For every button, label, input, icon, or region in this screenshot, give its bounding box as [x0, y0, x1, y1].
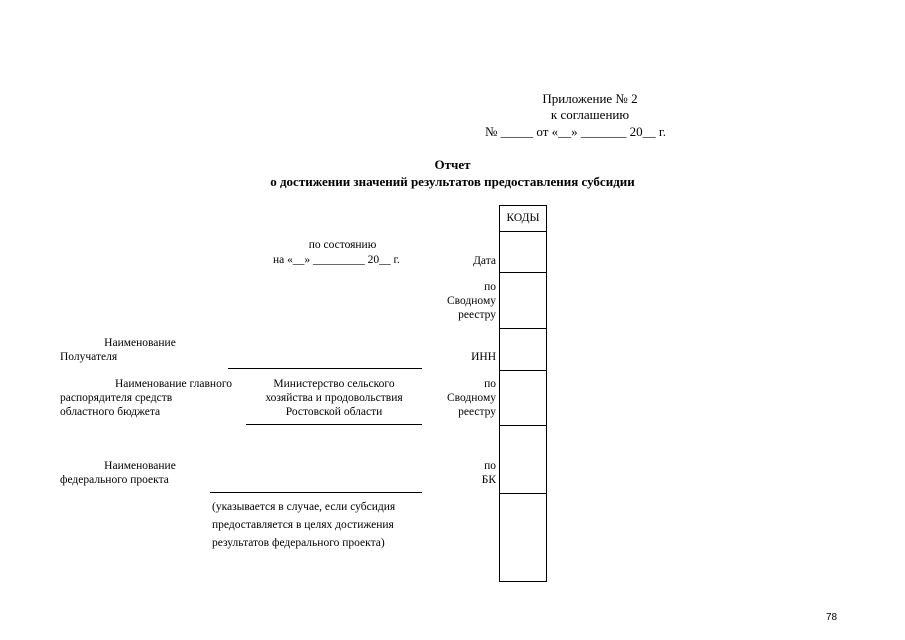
main-manager-label-line3: областного бюджета [60, 406, 161, 418]
federal-project-note-line3: результатов федерального проекта) [212, 537, 385, 549]
code-cell-empty [500, 494, 546, 581]
appendix-agreement: к соглашению [550, 107, 630, 122]
code-label-registry-2-line2: Сводному [446, 392, 496, 404]
as-of-label: по состоянию [308, 239, 377, 251]
report-title: Отчет [434, 157, 471, 172]
code-cell-registry-2 [500, 371, 546, 426]
as-of-date: на «__» _________ 20__ г. [273, 254, 400, 266]
code-label-registry-1-line2: Сводному [446, 295, 496, 307]
federal-project-note-line2: предоставляется в целях достижения [212, 519, 394, 531]
code-label-date: Дата [473, 255, 496, 267]
page-number: 78 [826, 612, 838, 623]
code-label-bk-line2: БК [481, 474, 496, 486]
code-label-registry-2-line1: по [484, 378, 496, 390]
main-manager-label-line1: Наименование главного [114, 378, 232, 390]
recipient-label-line2: Получателя [60, 351, 118, 363]
codes-table [499, 205, 547, 582]
codes-header: КОДЫ [500, 206, 546, 232]
code-label-registry-2-line3: реестру [458, 406, 496, 418]
recipient-field-line [228, 368, 422, 369]
ministry-name-line2: хозяйства и продовольствия [265, 392, 403, 404]
appendix-agreement-number: № _____ от «__» _______ 20__ г. [485, 124, 667, 139]
code-cell-registry-1 [500, 273, 546, 329]
ministry-name-line3: Ростовской области [285, 406, 383, 418]
main-manager-label-line2: распорядителя средств [60, 392, 173, 404]
code-cell-inn [500, 329, 546, 371]
ministry-name-line1: Министерство сельского [273, 378, 395, 390]
federal-project-field-line [210, 492, 422, 493]
code-label-inn: ИНН [471, 351, 496, 363]
report-subtitle: о достижении значений результатов предоставления субсидии [270, 174, 635, 189]
federal-project-label-line1: Наименование [104, 460, 176, 472]
code-label-registry-1-line3: реестру [458, 309, 496, 321]
code-label-bk-line1: по [484, 460, 496, 472]
recipient-label-line1: Наименование [104, 337, 176, 349]
code-cell-date [500, 232, 546, 273]
code-cell-bk [500, 426, 546, 494]
federal-project-label-line2: федерального проекта [60, 474, 169, 486]
code-label-registry-1-line1: по [484, 281, 496, 293]
federal-project-note-line1: (указывается в случае, если субсидия [212, 501, 396, 513]
ministry-field-line [246, 424, 422, 425]
appendix-title: Приложение № 2 [542, 91, 638, 106]
